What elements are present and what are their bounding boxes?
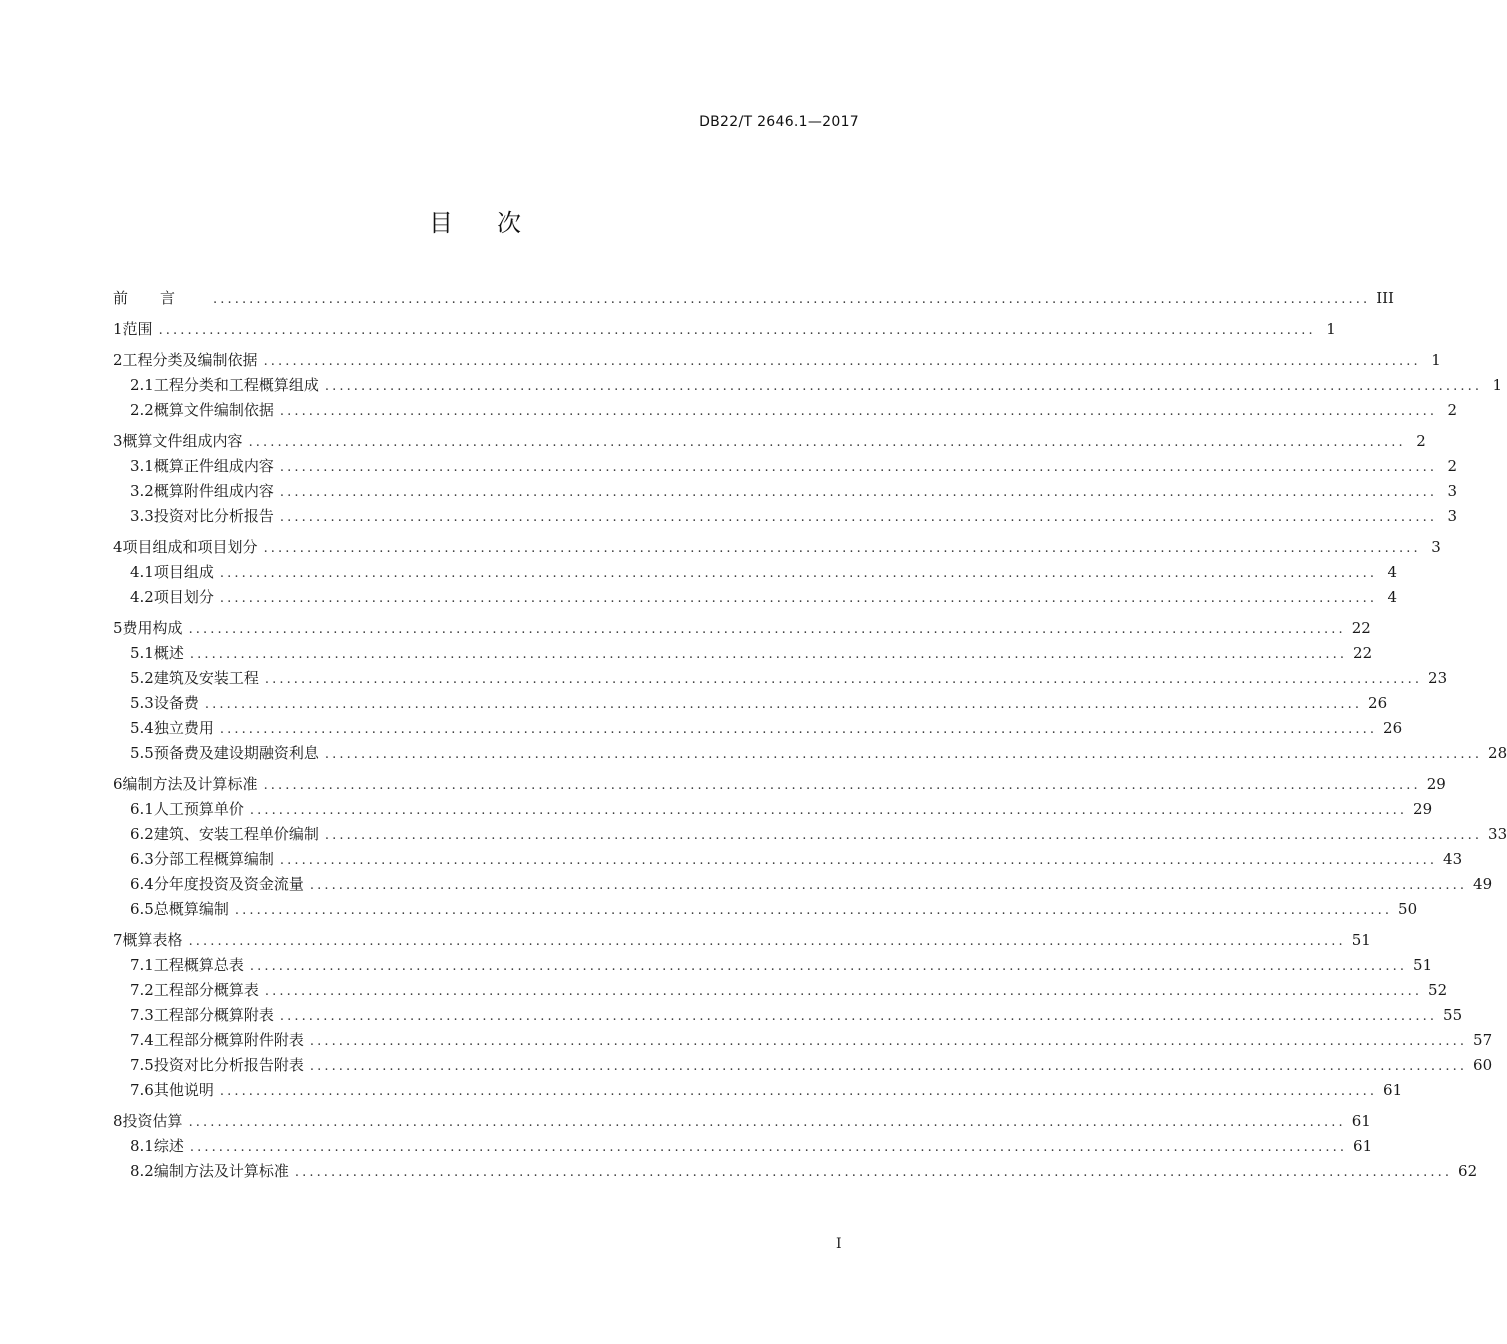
toc-entry-number: 2 bbox=[113, 351, 123, 369]
toc-entry-text: 投资对比分析报告 bbox=[153, 507, 274, 525]
toc-entry-text: 编制方法及计算标准 bbox=[122, 775, 258, 793]
toc-entry-page: 61 bbox=[1353, 1137, 1373, 1155]
toc-entry-number: 5 bbox=[113, 619, 123, 637]
toc-leader-dots: ................................................................................................................................................................ bbox=[263, 541, 1421, 556]
toc-entry-text: 总概算编制 bbox=[153, 900, 229, 918]
toc-leader-dots: ................................................................................................................................................................ bbox=[309, 878, 1468, 893]
toc-leader-dots: ................................................................................................................................................................ bbox=[279, 485, 1438, 500]
toc-entry[interactable] bbox=[130, 742, 1507, 764]
toc-entry[interactable] bbox=[130, 798, 1433, 820]
toc-entry[interactable] bbox=[130, 561, 1398, 583]
toc-leader-dots: ................................................................................................................................................................ bbox=[263, 778, 1421, 793]
toc-entry-number: 5.3 bbox=[130, 694, 154, 712]
toc-entry-page: 29 bbox=[1426, 775, 1446, 793]
toc-leader-dots: ................................................................................................................................................................ bbox=[204, 697, 1363, 712]
toc-leader-dots: ................................................................................................................................................................ bbox=[309, 1034, 1468, 1049]
toc-leader-dots: ................................................................................................................................................................ bbox=[234, 903, 1393, 918]
toc-entry[interactable] bbox=[130, 667, 1448, 689]
toc-entry-number: 7.6 bbox=[130, 1081, 154, 1099]
toc-entry-number: 7.2 bbox=[130, 981, 154, 999]
toc-entry-text: 概算文件编制依据 bbox=[153, 401, 274, 419]
toc-entry-text: 概述 bbox=[153, 644, 184, 662]
toc-entry-page: 60 bbox=[1473, 1056, 1493, 1074]
toc-entry-text: 预备费及建设期融资利息 bbox=[153, 744, 319, 762]
toc-leader-dots: ................................................................................................................................................................ bbox=[248, 435, 1406, 450]
toc-entry-page: 61 bbox=[1351, 1112, 1371, 1130]
toc-leader-dots: ................................................................................................................................................................ bbox=[279, 404, 1438, 419]
toc-leader-dots: ................................................................................................................................................................ bbox=[219, 722, 1378, 737]
toc-entry-text: 设备费 bbox=[153, 694, 199, 712]
toc-entry[interactable] bbox=[130, 586, 1398, 608]
toc-entry-text: 费用构成 bbox=[122, 619, 183, 637]
toc-entry[interactable] bbox=[130, 898, 1418, 920]
toc-entry-number: 7.1 bbox=[130, 956, 154, 974]
toc-entry-page: 3 bbox=[1447, 507, 1458, 525]
toc-entry-text: 前言 bbox=[113, 289, 208, 307]
toc-entry-page: 26 bbox=[1383, 719, 1403, 737]
toc-entry-text: 建筑、安装工程单价编制 bbox=[153, 825, 319, 843]
toc-entry-text: 分部工程概算编制 bbox=[153, 850, 274, 868]
toc-entry[interactable] bbox=[130, 642, 1373, 664]
toc-entry-page: 23 bbox=[1428, 669, 1448, 687]
toc-entry-page: 3 bbox=[1447, 482, 1458, 500]
toc-entry-text: 工程概算总表 bbox=[153, 956, 244, 974]
toc-entry-text: 项目划分 bbox=[153, 588, 214, 606]
toc-entry-number: 6 bbox=[113, 775, 123, 793]
toc-entry[interactable] bbox=[130, 979, 1448, 1001]
toc-entry-text: 投资估算 bbox=[122, 1112, 183, 1130]
toc-leader-dots: ................................................................................................................................................................ bbox=[219, 591, 1378, 606]
toc-leader-dots: ................................................................................................................................................................ bbox=[264, 672, 1423, 687]
toc-entry-text: 概算正件组成内容 bbox=[153, 457, 274, 475]
toc-entry-number: 3.2 bbox=[130, 482, 154, 500]
toc-entry-page: 2 bbox=[1416, 432, 1426, 450]
toc-leader-dots: ................................................................................................................................................................ bbox=[279, 1009, 1438, 1024]
toc-entry-page: 43 bbox=[1443, 850, 1463, 868]
toc-entry[interactable] bbox=[113, 349, 1441, 371]
toc-entry-text: 范围 bbox=[122, 320, 153, 338]
toc-entry-number: 7.5 bbox=[130, 1056, 154, 1074]
toc-entry-number: 5.5 bbox=[130, 744, 154, 762]
toc-entry[interactable] bbox=[130, 399, 1458, 421]
toc-leader-dots: ................................................................................................................................................................ bbox=[249, 959, 1408, 974]
toc-entry-page: 55 bbox=[1443, 1006, 1463, 1024]
toc-leader-dots: ................................................................................................................................................................ bbox=[188, 1115, 1346, 1130]
toc-entry[interactable] bbox=[130, 455, 1458, 477]
toc-leader-dots: ................................................................................................................................................................ bbox=[189, 647, 1348, 662]
toc-entry-number: 8 bbox=[113, 1112, 123, 1130]
toc-entry[interactable] bbox=[113, 287, 1394, 309]
toc-entry-number: 6.5 bbox=[130, 900, 154, 918]
toc-leader-dots: ................................................................................................................................................................ bbox=[279, 853, 1438, 868]
toc-entry-text: 项目组成和项目划分 bbox=[122, 538, 258, 556]
toc-title: 目次 bbox=[429, 209, 565, 237]
toc-entry[interactable] bbox=[130, 873, 1493, 895]
toc-entry-text: 工程部分概算附件附表 bbox=[153, 1031, 304, 1049]
toc-entry-number: 8.1 bbox=[130, 1137, 154, 1155]
toc-entry[interactable] bbox=[113, 773, 1446, 795]
toc-entry-text: 人工预算单价 bbox=[153, 800, 244, 818]
toc-entry-text: 工程分类及编制依据 bbox=[122, 351, 258, 369]
toc-entry-number: 6.4 bbox=[130, 875, 154, 893]
toc-leader-dots: ................................................................................................................................................................ bbox=[213, 292, 1371, 307]
toc-leader-dots: ................................................................................................................................................................ bbox=[264, 984, 1423, 999]
toc-entry-number: 2.1 bbox=[130, 376, 154, 394]
toc-entry-text: 编制方法及计算标准 bbox=[153, 1162, 289, 1180]
standard-code: DB22/T 2646.1—2017 bbox=[699, 114, 859, 130]
toc-entry[interactable] bbox=[130, 823, 1507, 845]
toc-entry-text: 工程分类和工程概算组成 bbox=[153, 376, 319, 394]
toc-leader-dots: ................................................................................................................................................................ bbox=[219, 566, 1378, 581]
toc-entry[interactable] bbox=[130, 1054, 1493, 1076]
toc-entry[interactable] bbox=[113, 430, 1426, 452]
toc-entry-number: 5.4 bbox=[130, 719, 154, 737]
toc-entry-number: 3.3 bbox=[130, 507, 154, 525]
toc-entry-page: 62 bbox=[1458, 1162, 1478, 1180]
toc-entry-number: 6.1 bbox=[130, 800, 154, 818]
toc-leader-dots: ................................................................................................................................................................ bbox=[324, 747, 1483, 762]
toc-entry-page: 1 bbox=[1326, 320, 1336, 338]
toc-entry[interactable] bbox=[130, 717, 1403, 739]
toc-entry-page: 51 bbox=[1351, 931, 1371, 949]
toc-leader-dots: ................................................................................................................................................................ bbox=[188, 622, 1346, 637]
toc-entry-page: 3 bbox=[1431, 538, 1441, 556]
toc-entry-text: 其他说明 bbox=[153, 1081, 214, 1099]
toc-leader-dots: ................................................................................................................................................................ bbox=[294, 1165, 1453, 1180]
toc-entry-number: 7 bbox=[113, 931, 123, 949]
toc-entry-page: 49 bbox=[1473, 875, 1493, 893]
toc-entry-page: 33 bbox=[1488, 825, 1507, 843]
toc-entry-page: 1 bbox=[1431, 351, 1441, 369]
toc-entry-page: 4 bbox=[1387, 563, 1398, 581]
toc-entry[interactable] bbox=[113, 617, 1371, 639]
toc-entry-text: 工程部分概算附表 bbox=[153, 1006, 274, 1024]
toc-entry-number: 1 bbox=[113, 320, 123, 338]
toc-entry-page: III bbox=[1376, 289, 1394, 307]
toc-entry-text: 概算表格 bbox=[122, 931, 183, 949]
toc-entry-page: 4 bbox=[1387, 588, 1398, 606]
toc-entry-page: 57 bbox=[1473, 1031, 1493, 1049]
toc-entry[interactable] bbox=[130, 505, 1458, 527]
toc-entry-page: 52 bbox=[1428, 981, 1448, 999]
toc-entry-text: 项目组成 bbox=[153, 563, 214, 581]
toc-entry-page: 29 bbox=[1413, 800, 1433, 818]
toc-entry-number: 7.4 bbox=[130, 1031, 154, 1049]
toc-leader-dots: ................................................................................................................................................................ bbox=[279, 460, 1438, 475]
toc-entry-page: 51 bbox=[1413, 956, 1433, 974]
toc-leader-dots: ................................................................................................................................................................ bbox=[219, 1084, 1378, 1099]
toc-entry-page: 2 bbox=[1447, 401, 1458, 419]
toc-entry-page: 2 bbox=[1447, 457, 1458, 475]
toc-entry-page: 28 bbox=[1488, 744, 1507, 762]
toc-entry-number: 6.3 bbox=[130, 850, 154, 868]
toc-leader-dots: ................................................................................................................................................................ bbox=[263, 354, 1421, 369]
toc-entry-page: 22 bbox=[1353, 644, 1373, 662]
toc-entry-page: 22 bbox=[1351, 619, 1371, 637]
toc-entry-number: 3 bbox=[113, 432, 123, 450]
toc-entry[interactable] bbox=[130, 848, 1463, 870]
toc-leader-dots: ................................................................................................................................................................ bbox=[324, 379, 1483, 394]
toc-leader-dots: ................................................................................................................................................................ bbox=[188, 934, 1346, 949]
toc-entry-page: 26 bbox=[1368, 694, 1388, 712]
page-number: I bbox=[836, 1236, 842, 1252]
toc-entry[interactable] bbox=[130, 1079, 1403, 1101]
toc-leader-dots: ................................................................................................................................................................ bbox=[324, 828, 1483, 843]
toc-entry[interactable] bbox=[130, 692, 1388, 714]
toc-leader-dots: ................................................................................................................................................................ bbox=[279, 510, 1438, 525]
toc-entry-number: 2.2 bbox=[130, 401, 154, 419]
toc-entry-page: 1 bbox=[1492, 376, 1503, 394]
toc-entry[interactable] bbox=[130, 1004, 1463, 1026]
toc-entry-text: 综述 bbox=[153, 1137, 184, 1155]
toc-entry-number: 5.1 bbox=[130, 644, 154, 662]
toc-entry-text: 投资对比分析报告附表 bbox=[153, 1056, 304, 1074]
toc-entry-number: 3.1 bbox=[130, 457, 154, 475]
toc-entry-number: 4.2 bbox=[130, 588, 154, 606]
toc-entry-text: 概算文件组成内容 bbox=[122, 432, 243, 450]
toc-leader-dots: ................................................................................................................................................................ bbox=[158, 323, 1316, 338]
toc-leader-dots: ................................................................................................................................................................ bbox=[309, 1059, 1468, 1074]
toc-entry-page: 61 bbox=[1383, 1081, 1403, 1099]
toc-entry[interactable] bbox=[113, 929, 1371, 951]
toc-leader-dots: ................................................................................................................................................................ bbox=[249, 803, 1408, 818]
toc-entry[interactable] bbox=[130, 1135, 1373, 1157]
toc-leader-dots: ................................................................................................................................................................ bbox=[189, 1140, 1348, 1155]
toc-entry[interactable] bbox=[130, 1160, 1478, 1182]
toc-entry-text: 概算附件组成内容 bbox=[153, 482, 274, 500]
toc-entry[interactable] bbox=[113, 536, 1441, 558]
toc-entry[interactable] bbox=[130, 1029, 1493, 1051]
toc-entry-number: 4 bbox=[113, 538, 123, 556]
toc-entry[interactable] bbox=[113, 1110, 1371, 1132]
toc-entry[interactable] bbox=[130, 480, 1458, 502]
toc-entry[interactable] bbox=[113, 318, 1336, 340]
toc-entry-number: 5.2 bbox=[130, 669, 154, 687]
toc-entry[interactable] bbox=[130, 374, 1503, 396]
toc-entry-number: 8.2 bbox=[130, 1162, 154, 1180]
toc-entry-text: 分年度投资及资金流量 bbox=[153, 875, 304, 893]
toc-entry-text: 建筑及安装工程 bbox=[153, 669, 259, 687]
toc-entry-number: 4.1 bbox=[130, 563, 154, 581]
toc-entry[interactable] bbox=[130, 954, 1433, 976]
toc-entry-number: 7.3 bbox=[130, 1006, 154, 1024]
toc-entry-page: 50 bbox=[1398, 900, 1418, 918]
toc-entry-text: 工程部分概算表 bbox=[153, 981, 259, 999]
toc-entry-number: 6.2 bbox=[130, 825, 154, 843]
toc-entry-text: 独立费用 bbox=[153, 719, 214, 737]
